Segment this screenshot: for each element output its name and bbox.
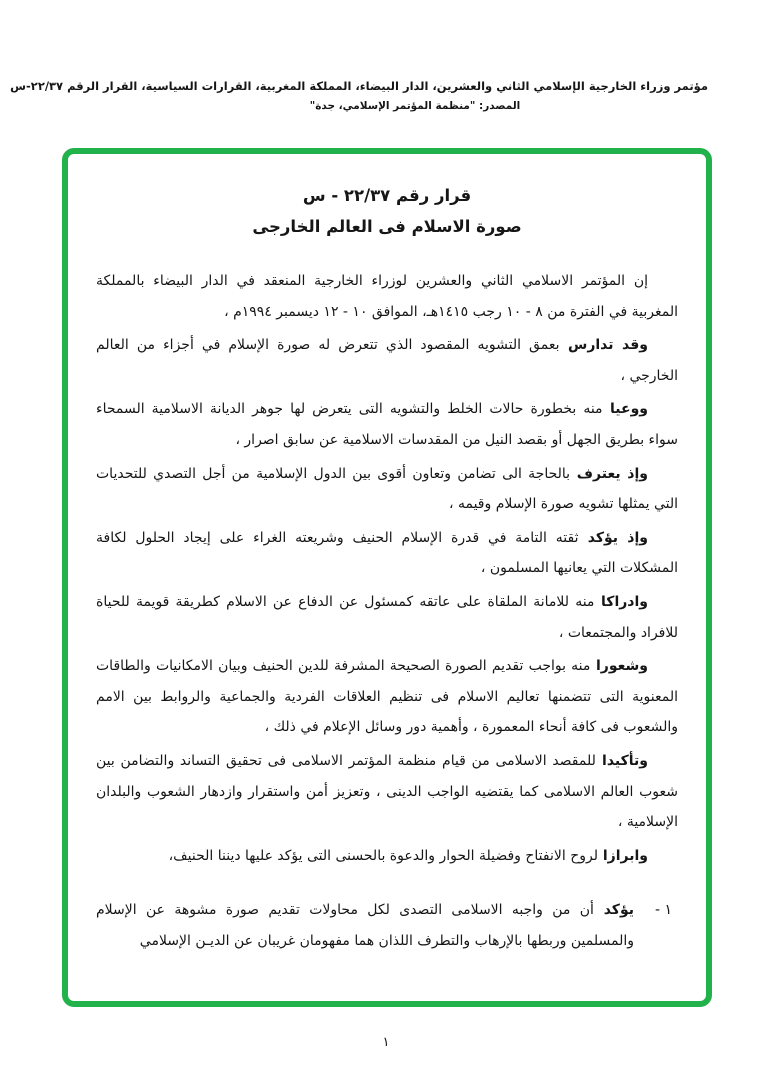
paragraph: وإذ يؤكد ثقته التامة في قدرة الإسلام الحنيف وشريعته الغراء على إيجاد الحلول لكافة المشكلات التي يعانيها المسلمون ، — [96, 529, 678, 577]
paragraph-lead: وشعورا — [590, 658, 648, 675]
paragraph: وتأكيدا للمقصد الاسلامى من قيام منظمة المؤتمر الاسلامى فى تحقيق التساند والتضامن بين شعوب العالم الاسلامى كما يقتضيه الواجب الدينى ، وتعزيز أمن واستقرار وازدهار الشعوب والبلدان الإسلامية ، — [96, 752, 678, 831]
source-header-citation: مؤتمر وزراء الخارجية الإسلامي الثاني والعشرين، الدار البيضاء، المملكة المغربية، القرارات السياسية، القرار الرقم ٢٢/٣٧-س — [10, 79, 708, 93]
paragraph-lead: وقد تدارس — [559, 337, 648, 354]
paragraph-lead: وابرازا — [598, 847, 648, 864]
paragraph: ووعيا منه بخطورة حالات الخلط والتشويه التى يتعرض لها جوهر الديانة الاسلامية السمحاء سواء بطريق الجهل أو بقصد النيل من المقدسات الاسلامية عن سابق اصرار ، — [96, 401, 678, 448]
item-lead: يؤكد — [593, 902, 634, 919]
item-text: يؤكد أن من واجبه الاسلامى التصدى لكل محاولات تقديم صورة مشوهة عن الإسلام والمسلمين وربطها بالإرهاب والتطرف اللذان هما مفهومان غريبان عن الديـن الإسلامي — [96, 902, 634, 949]
resolution-number-title: قرار رقم ٢٢/٣٧ - س — [302, 186, 472, 205]
paragraph: وإذ يعترف بالحاجة الى تضامن وتعاون أقوى بين الدول الإسلامية من أجل التصدي للتحديات التي يمثلها تشويه صورة الإسلام وقيمه ، — [96, 465, 678, 513]
paragraph-lead: وإذ يعترف — [570, 465, 648, 482]
paragraph: وابرازا لروح الانفتاح وفضيلة الحوار والدعوة بالحسنى التى يؤكد عليها ديننا الحنيف، — [168, 847, 648, 864]
list-item — [96, 895, 678, 956]
paragraph-lead: وادراكا — [594, 593, 648, 610]
paragraph: إن المؤتمر الاسلامي الثاني والعشرين لوزراء الخارجية المنعقد في الدار البيضاء بالمملكة المغربية في الفترة من ٨ - ١٠ رجب ١٤١٥هـ، الموافق ١٠ - ١٢ ديسمبر ١٩٩٤م ، — [96, 273, 678, 320]
resolution-subject-title: صورة الاسلام فى العالم الخارجى — [252, 217, 522, 236]
document-items — [96, 895, 678, 956]
paragraph: وادراكا منه للامانة الملقاة على عاتقه كمسئول عن الدفاع عن الاسلام كطريقة قويمة للحياة للافراد والمجتمعات ، — [96, 593, 678, 641]
source-header — [10, 76, 708, 112]
paragraph: وشعورا منه بواجب تقديم الصورة الصحيحة المشرفة للدين الحنيف وبيان الامكانيات والطاقات المعنوية التى تتضمنها تعاليم الاسلام فى تنظيم العلاقات الفردية والجماعية والروابط بين الامم والشعوب فى كافة أنحاء المعمورة ، وأهمية دور وسائل الإعلام في ذلك ، — [96, 658, 678, 736]
resolution-title — [96, 180, 678, 242]
resolution-frame — [62, 148, 712, 1007]
source-header-source: المصدر: "منظمة المؤتمر الإسلامي، جدة" — [309, 100, 521, 112]
item-number: ١ - — [654, 902, 672, 919]
paragraph: وقد تدارس بعمق التشويه المقصود الذي تتعرض له صورة الإسلام في أجزاء من العالم الخارجي ، — [96, 337, 678, 384]
paragraph-lead: ووعيا — [602, 401, 648, 418]
paragraph-lead: وإذ يؤكد — [578, 529, 648, 546]
page-number: ١ — [382, 1035, 390, 1050]
resolution-content — [68, 154, 706, 956]
document-body — [96, 266, 678, 871]
paragraph-lead: وتأكيدا — [595, 752, 648, 769]
